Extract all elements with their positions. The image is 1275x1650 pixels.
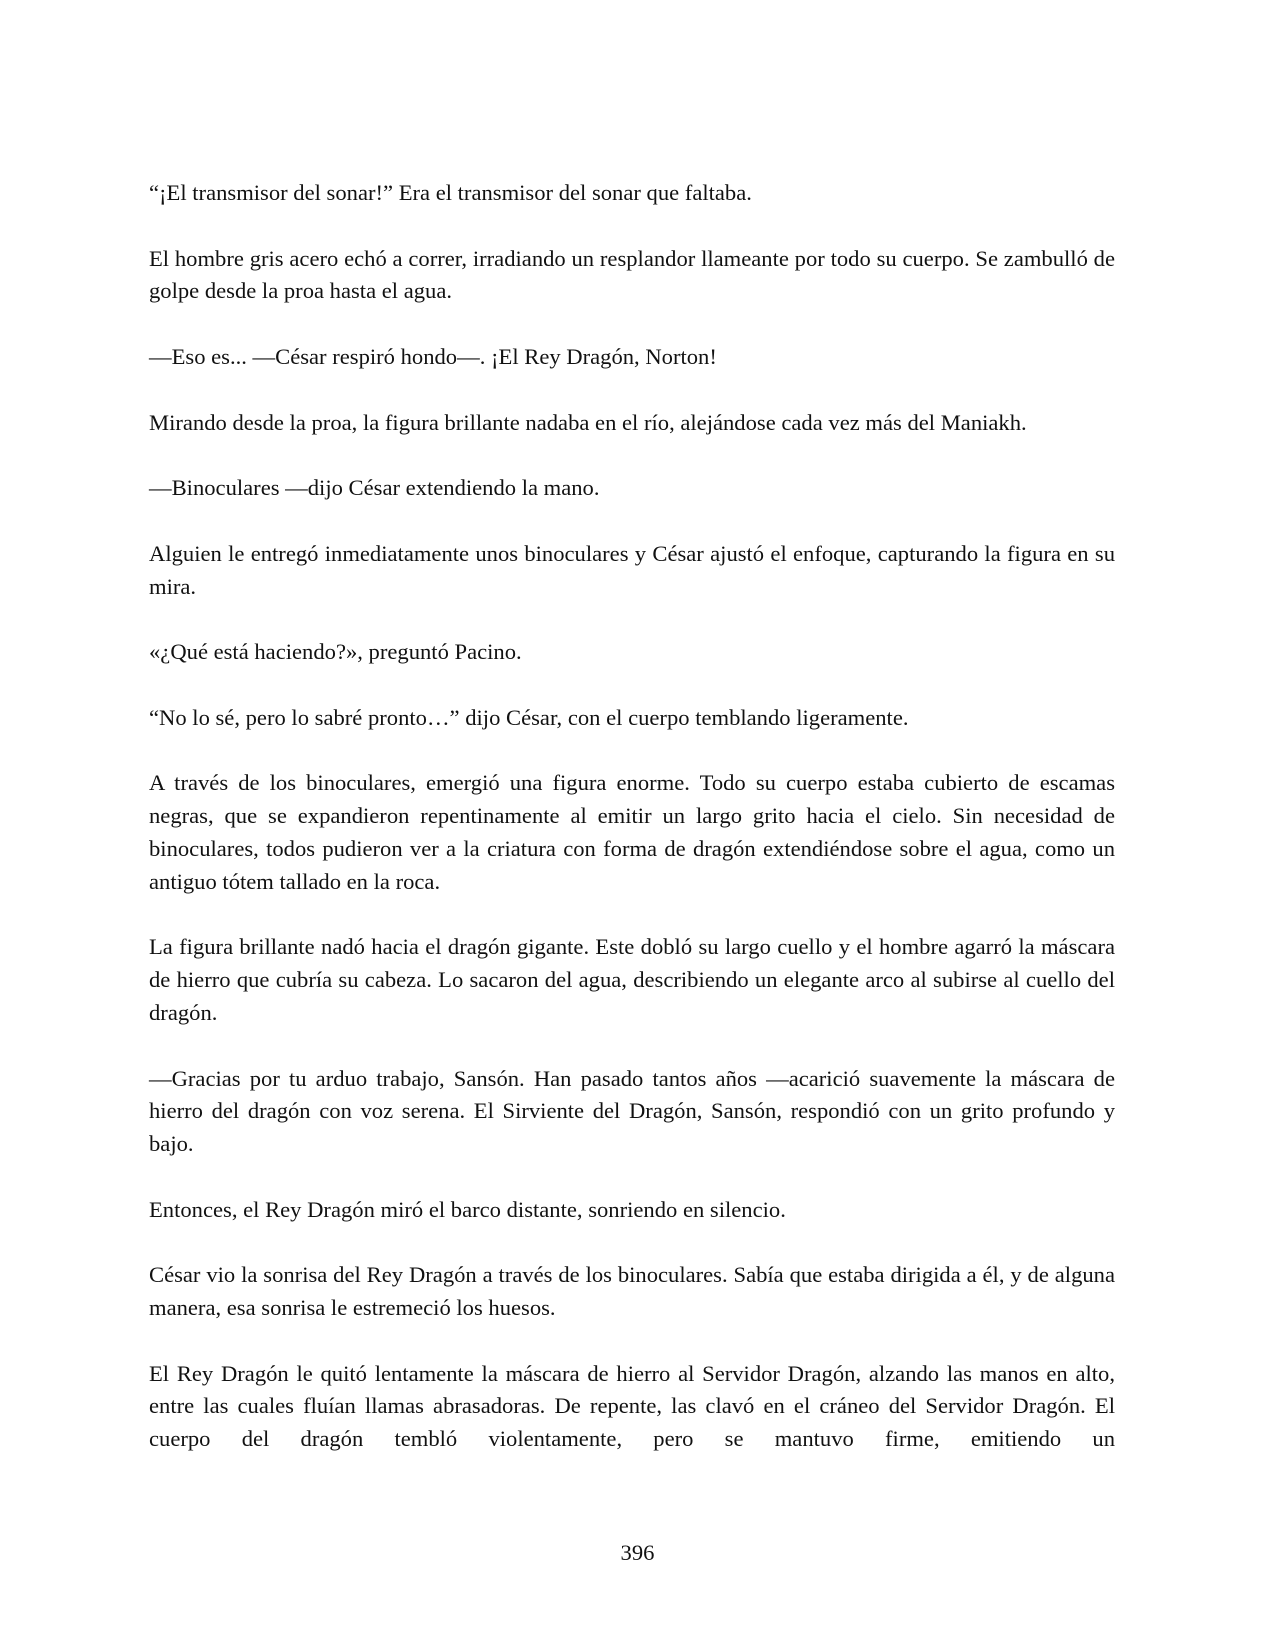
paragraph: Mirando desde la proa, la figura brillante nadaba en el río, alejándose cada vez más del Maniakh. xyxy=(149,409,1027,435)
body-text xyxy=(149,177,1115,1456)
paragraph: —Gracias por tu arduo trabajo, Sansón. Han pasado tantos años —acarició suavemente la máscara de hierro del dragón con voz serena. El Sirviente del Dragón, Sansón, respondió con un grito profundo y bajo. xyxy=(149,1065,1115,1157)
paragraph: César vio la sonrisa del Rey Dragón a través de los binoculares. Sabía que estaba dirigida a él, y de alguna manera, esa sonrisa le estremeció los huesos. xyxy=(149,1262,1115,1321)
paragraph: A través de los binoculares, emergió una figura enorme. Todo su cuerpo estaba cubierto de escamas negras, que se expandieron repentinamente al emitir un largo grito hacia el cielo. Sin necesidad de binoculares, todos pudieron ver a la criatura con forma de dragón extendiéndose sobre el agua, como un antiguo tótem tallado en la roca. xyxy=(149,770,1115,894)
paragraph: Alguien le entregó inmediatamente unos binoculares y César ajustó el enfoque, capturando la figura en su mira. xyxy=(149,540,1115,599)
paragraph: La figura brillante nadó hacia el dragón gigante. Este dobló su largo cuello y el hombre agarró la máscara de hierro que cubría su cabeza. Lo sacaron del agua, describiendo un elegante arco al subirse al cuello del dragón. xyxy=(149,934,1115,1025)
paragraph: —Binoculares —dijo César extendiendo la mano. xyxy=(149,475,600,501)
paragraph: Entonces, el Rey Dragón miró el barco distante, sonriendo en silencio. xyxy=(149,1196,786,1222)
paragraph: “¡El transmisor del sonar!” Era el transmisor del sonar que faltaba. xyxy=(149,180,752,205)
paragraph: «¿Qué está haciendo?», preguntó Pacino. xyxy=(149,639,522,665)
page-number: 396 xyxy=(620,1540,655,1565)
paragraph: El hombre gris acero echó a correr, irradiando un resplandor llameante por todo su cuerpo. Se zambulló de golpe desde la proa hasta el agua. xyxy=(149,245,1115,304)
paragraph: —Eso es... —César respiró hondo—. ¡El Rey Dragón, Norton! xyxy=(149,343,717,369)
paragraph-continued: El Rey Dragón le quitó lentamente la máscara de hierro al Servidor Dragón, alzando las manos en alto, entre las cuales fluían llamas abrasadoras. De repente, las clavó en el cráneo del Servidor Dragón. El cuerpo del dragón tembló violentamente, pero se mantuvo firme, emitiendo un xyxy=(149,1360,1115,1452)
paragraph: “No lo sé, pero lo sabré pronto…” dijo César, con el cuerpo temblando ligeramente. xyxy=(149,704,909,730)
